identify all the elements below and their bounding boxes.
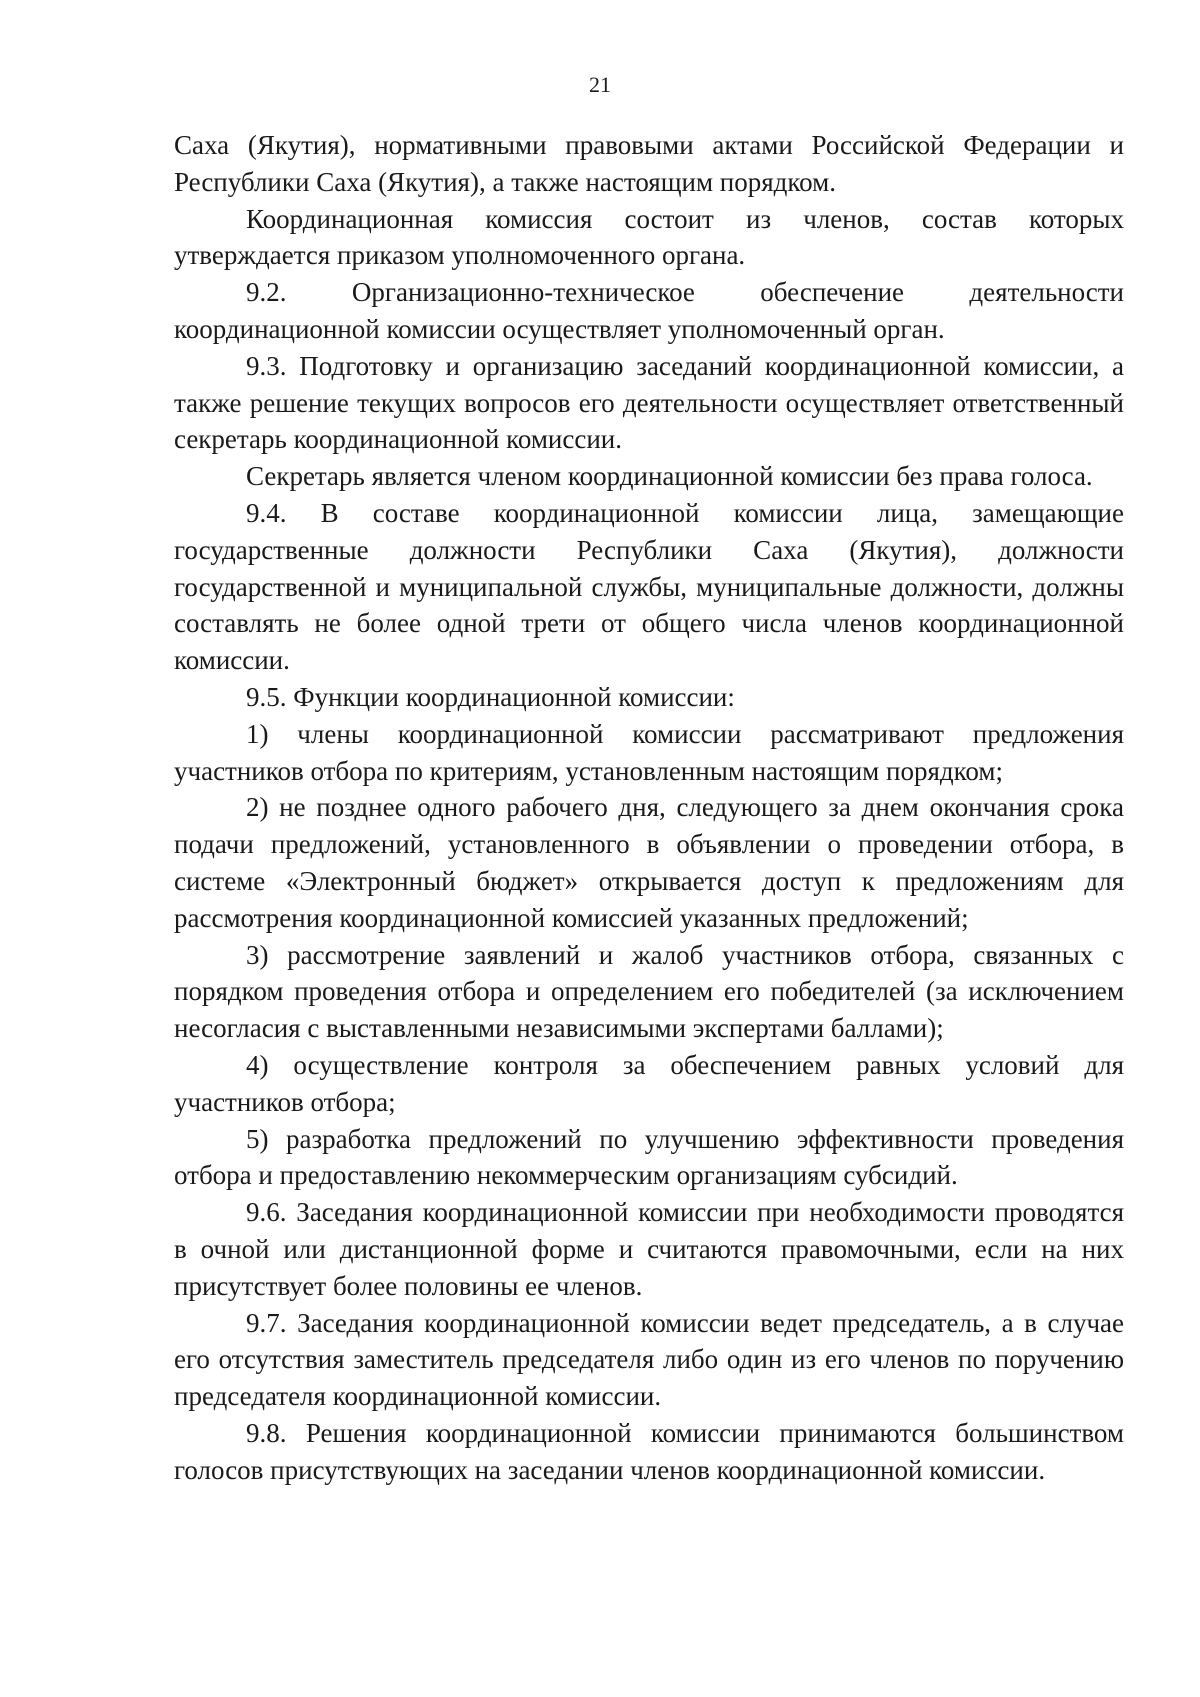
paragraph-6: 9.4. В составе координационной комиссии лица, замещающие государственные должности Республики Саха (Якутия), должности государственной и муниципальной службы, муниципальные должности, должны составлять не более одной трети от общего числа членов координационной комиссии. [174,497,1124,676]
paragraph-4: 9.3. Подготовку и организацию заседаний координационной комиссии, а также решение текущих вопросов его деятельности осуществляет ответственный секретарь координационной комиссии. [174,350,1124,455]
paragraph-3: 9.2. Организационно-техническое обеспечение деятельности координационной комиссии осуществляет уполномоченный орган. [174,277,1124,344]
paragraph-15: 9.8. Решения координационной комиссии принимаются большинством голосов присутствующих на заседании членов координационной комиссии. [174,1417,1124,1485]
paragraph-12: 5) разработка предложений по улучшению эффективности проведения отбора и предоставлению некоммерческим организациям субсидий. [174,1123,1124,1191]
paragraph-9: 2) не позднее одного рабочего дня, следующего за днем окончания срока подачи предложений, установленного в объявлении о проведении отбора, в системе «Электронный бюджет» открывается доступ к предложениям для рассмотрения координационной комиссией указанных предложений; [174,792,1124,933]
paragraph-10: 3) рассмотрение заявлений и жалоб участников отбора, связанных с порядком проведения отбора и определением его победителей (за исключением несогласия с выставленными независимыми экспертами баллами); [174,939,1124,1044]
page-number: 21 [589,72,611,97]
paragraph-5: Секретарь является членом координационной комиссии без права голоса. [246,461,1093,492]
paragraph-2: Координационная комиссия состоит из членов, состав которых утверждается приказом уполномоченного органа. [174,203,1124,271]
paragraph-8: 1) члены координационной комиссии рассматривают предложения участников отбора по критериям, установленным настоящим порядком; [174,718,1124,786]
paragraph-11: 4) осуществление контроля за обеспечением равных условий для участников отбора; [174,1049,1124,1117]
paragraph-7: 9.5. Функции координационной комиссии: [246,681,735,712]
paragraph-14: 9.7. Заседания координационной комиссии ведет председатель, а в случае его отсутствия заместитель председателя либо один из его членов по поручению председателя координационной комиссии. [174,1307,1124,1412]
document-body [174,127,1124,1488]
paragraph-13: 9.6. Заседания координационной комиссии при необходимости проводятся в очной или дистанционной форме и считаются правомочными, если на них присутствует более половины ее членов. [174,1197,1124,1301]
paragraph-1: Саха (Якутия), нормативными правовыми актами Российской Федерации и Республики Саха (Якутия), а также настоящим порядком. [174,130,1124,197]
